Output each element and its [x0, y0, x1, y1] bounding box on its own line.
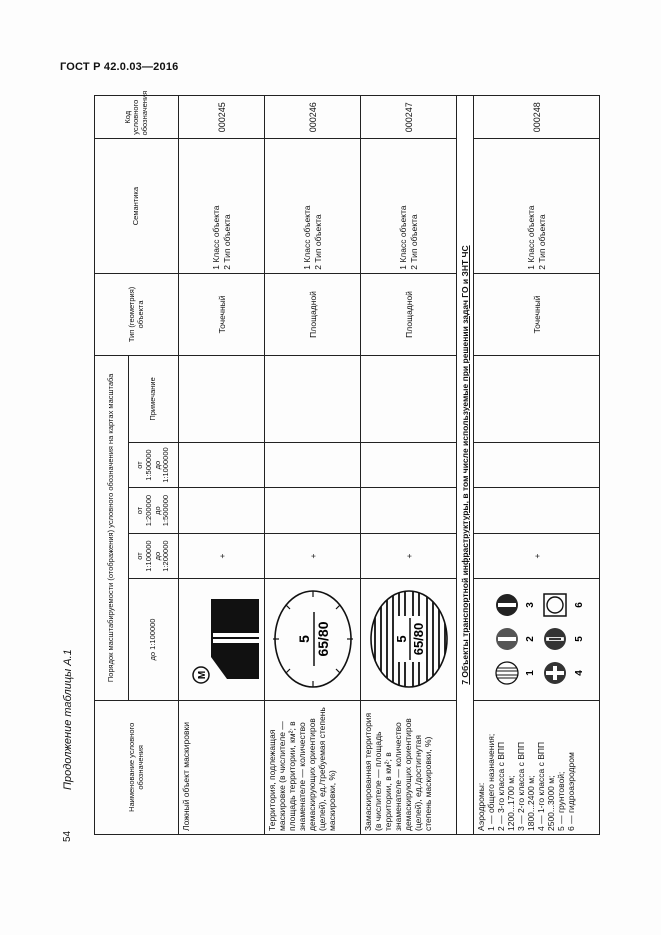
- header-name: Наименование условного обозначения: [95, 700, 179, 834]
- airfield-name-line: 3 — 2-го класса с ВПП 1800...2400 м;: [516, 741, 537, 831]
- section-row: [457, 96, 474, 835]
- airfield-name-line: 2 — 3-го класса с ВПП 1200...1700 м;: [496, 741, 517, 831]
- row-symbol: [179, 579, 265, 700]
- symbols-table: [94, 90, 600, 835]
- row-type: Площадной: [361, 273, 457, 355]
- table-row: [265, 96, 361, 835]
- row-sem-2: 2 Тип объекта: [408, 214, 419, 270]
- row-scale-1-mark: +: [179, 533, 265, 579]
- row-semantics: [361, 139, 457, 273]
- row-scale-1-mark: +: [361, 533, 457, 579]
- svg-text:1: 1: [524, 670, 536, 677]
- svg-text:6: 6: [573, 602, 585, 609]
- svg-text:5: 5: [295, 635, 312, 644]
- header-scale-4: от 1:500000 до 1:1000000: [129, 442, 179, 488]
- table-row: [179, 96, 265, 835]
- airfield-class3-icon: [496, 628, 518, 650]
- row-code: 000247: [361, 96, 457, 139]
- airfield-note: [474, 356, 600, 443]
- row-note: [265, 356, 361, 443]
- row-symbol: [265, 579, 361, 700]
- row-name: Территория, подлежащая маскировке (в числителе — площадь территории, км²; в знаменателе — количество демаскирующих ориентиров (целей), ед./требуемая степень маскировки, %): [265, 700, 361, 834]
- table-row: [361, 96, 457, 835]
- false-object-icon: [183, 589, 261, 689]
- airfield-name: [474, 700, 600, 834]
- row-sem-2: 2 Тип объекта: [312, 214, 323, 270]
- airfield-icons: [487, 589, 587, 689]
- masked-territory-icon: [366, 586, 452, 692]
- row-type: Точечный: [179, 273, 265, 355]
- airfield-code: 000248: [474, 96, 600, 139]
- svg-text:65/80: 65/80: [314, 621, 331, 658]
- airfield-scale-1-mark: +: [474, 533, 600, 579]
- section-title: 7 Объекты транспортной инфраструктуры, в том числе используемые при решении задач ГО и ЗНТ ЧС: [457, 96, 474, 835]
- airfield-name-line: 6 — гидроаэродром: [566, 752, 577, 831]
- table-row: [474, 96, 600, 835]
- row-semantics: [179, 139, 265, 273]
- header-scale-3: от 1:200000 до 1:500000: [129, 488, 179, 534]
- airfield-class1-icon: [544, 662, 566, 684]
- header-scale-1: до 1:100000: [129, 579, 179, 700]
- page-number: 54: [62, 830, 73, 842]
- svg-text:5: 5: [573, 636, 585, 643]
- airfield-seaplane-icon: [544, 594, 566, 616]
- airfield-general-icon: [496, 662, 518, 684]
- row-sem-1: 1 Класс объекта: [211, 205, 222, 270]
- svg-text:65/80: 65/80: [410, 623, 426, 656]
- airfield-name-line: 1 — общего назначения;: [486, 733, 497, 831]
- svg-text:5: 5: [393, 635, 409, 644]
- airfield-type: Точечный: [474, 273, 600, 355]
- airfield-scale-3: [474, 442, 600, 488]
- row-scale-1-mark: +: [265, 533, 361, 579]
- row-type: Площадной: [265, 273, 361, 355]
- row-semantics: [265, 139, 361, 273]
- row-sem-1: 1 Класс объекта: [302, 205, 313, 270]
- header-note: Примечание: [129, 356, 179, 443]
- svg-text:3: 3: [524, 602, 536, 609]
- airfield-name-line: 4 — 1-го класса с ВПП 2500...3000 м;: [536, 741, 557, 831]
- rotated-table-container: [94, 90, 600, 835]
- row-name: Замаскированная территория (в числителе — площадь территории, в км²; в знаменателе — количество демаскирующих ориентиров (целей), ед./достигнутая степень маскировки, %): [361, 700, 457, 834]
- airfield-scale-2: [474, 488, 600, 534]
- header-scale-2: от 1:100000 до 1:200000: [129, 533, 179, 579]
- svg-text:4: 4: [573, 670, 585, 677]
- row-scale-3: [265, 442, 361, 488]
- row-scale-2: [179, 488, 265, 534]
- airfield-sem-2: 2 Тип объекта: [536, 214, 547, 270]
- airfield-symbols: [474, 579, 600, 700]
- row-code: 000246: [265, 96, 361, 139]
- table-caption: Продолжение таблицы А.1: [62, 649, 74, 790]
- row-note: [179, 356, 265, 443]
- document-header: ГОСТ Р 42.0.03—2016: [60, 61, 179, 73]
- row-code: 000245: [179, 96, 265, 139]
- row-name: Ложный объект маскировки: [179, 700, 265, 834]
- row-sem-2: 2 Тип объекта: [221, 214, 232, 270]
- row-sem-1: 1 Класс объекта: [398, 205, 409, 270]
- masking-territory-icon: [270, 586, 356, 692]
- airfield-name-line: Аэродромы:: [476, 782, 486, 831]
- airfield-name-line: 5 — грунтовой;: [556, 771, 567, 831]
- row-symbol: [361, 579, 457, 700]
- row-scale-3: [179, 442, 265, 488]
- header-code: Код условного обозначения: [95, 96, 179, 139]
- row-scale-2: [361, 488, 457, 534]
- header-type: Тип (геометрия) объекта: [95, 273, 179, 355]
- airfield-semantics: [474, 139, 600, 273]
- row-scale-3: [361, 442, 457, 488]
- svg-text:M: M: [196, 671, 208, 680]
- airfield-unpaved-icon: [544, 628, 566, 650]
- row-note: [361, 356, 457, 443]
- header-semantics: Семантика: [95, 139, 179, 273]
- svg-text:2: 2: [524, 636, 536, 643]
- row-scale-2: [265, 488, 361, 534]
- header-scale-group: Порядок масштабируемости (отображения) условного обозначения на картах масштаба: [95, 356, 129, 701]
- airfield-class2-icon: [496, 594, 518, 616]
- airfield-sem-1: 1 Класс объекта: [526, 205, 537, 270]
